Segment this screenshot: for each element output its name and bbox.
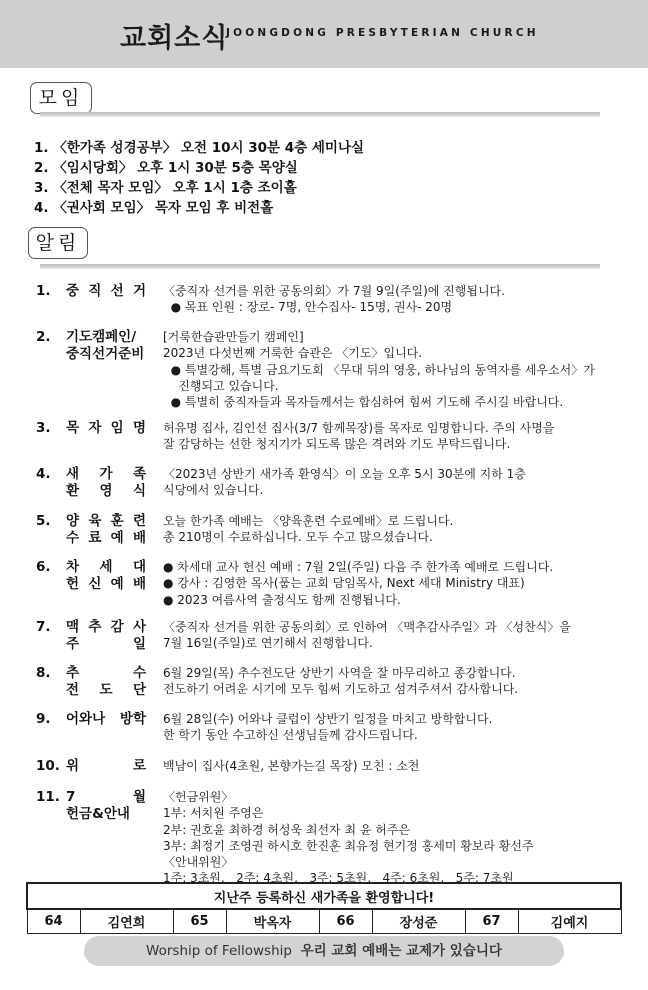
notice-label: 중 직 선 거 (66, 283, 146, 299)
notice-number: 2. (36, 329, 51, 345)
meeting-item: 1. 〈한가족 성경공부〉 오전 10시 30분 4층 세미나실 (34, 140, 365, 156)
member-number: 66 (319, 909, 372, 934)
notice-number: 10. (36, 758, 60, 774)
notice-body (163, 420, 613, 453)
notice-body (163, 329, 613, 410)
notice-line: 1주: 3초원, 2주: 4초원, 3주: 5초원, 4주: 6초원, 5주: 7초원 (163, 871, 514, 886)
notice-line: ● 강사 : 김영한 목사(품는 교회 담임목사, Next 세대 Ministry 대표) (163, 576, 525, 591)
notice-line: ● 특별히 중직자들과 목자들께서는 합심하여 힘써 기도해 주시길 바랍니다. (163, 395, 564, 410)
notice-label: 환 영 식 (66, 483, 146, 499)
notice-line: ● 2023 여름사역 출정식도 함께 진행됩니다. (163, 592, 401, 607)
notice-label: 어와나 방학 (66, 711, 146, 727)
meeting-item: 2. 〈임시당회〉 오후 1시 30분 5층 목양실 (34, 160, 298, 176)
notice-line: 오늘 한가족 예배는 〈양육훈련 수료예배〉로 드립니다. (163, 514, 454, 528)
notice-body (163, 665, 613, 698)
notice-line: 허유명 집사, 김인선 집사(3/7 함께목장)를 목자로 임명합니다. 주의 사명을 (163, 421, 555, 435)
notice-line: 6월 28일(수) 어와나 클럽이 상반기 일정을 마치고 방학합니다. (163, 712, 493, 726)
notice-line: 총 210명이 수료하십니다. 모두 수고 많으셨습니다. (163, 530, 433, 545)
notice-label: 맥 추 감 사 (66, 619, 146, 635)
notice-line: 〈헌금위원〉 (163, 790, 234, 804)
notice-body (163, 466, 613, 499)
notice-number: 8. (36, 665, 51, 681)
section-divider (40, 112, 600, 117)
notice-line: 잘 감당하는 선한 청지기가 되도록 많은 격려와 기도 부탁드립니다. (163, 437, 511, 452)
notice-number: 7. (36, 619, 51, 635)
notice-line: 2부: 권호윤 최하경 허성욱 최선자 최 윤 허주은 (163, 822, 411, 837)
notice-line: 전도하기 어려운 시기에 모두 힘써 기도하고 섬겨주셔서 감사합니다. (163, 682, 519, 697)
notice-number: 5. (36, 513, 51, 529)
notice-number: 4. (36, 466, 51, 482)
member-name: 박옥자 (226, 909, 319, 934)
notice-body (163, 513, 613, 546)
notice-line: 2023년 다섯번째 거룩한 습관은 〈기도〉입니다. (163, 346, 423, 361)
notice-label: 주 일 (66, 636, 146, 652)
notice-label: 위 로 (66, 758, 146, 774)
notice-line: ● 차세대 교사 헌신 예배 : 7월 2일(주일) 다음 주 한가족 예배로 드립니다. (163, 560, 554, 574)
notice-body (163, 758, 613, 774)
notice-body (163, 789, 613, 887)
notice-line: 진행되고 있습니다. (163, 378, 279, 393)
meetings-tag: 모임 (30, 82, 92, 114)
notice-body (163, 619, 613, 652)
notice-line: 1부: 서치원 주영은 (163, 806, 264, 821)
footer-english: Worship of Fellowship (146, 943, 292, 959)
meeting-item: 4. 〈권사회 모임〉 목자 모임 후 비전홀 (34, 200, 274, 216)
notice-number: 9. (36, 711, 51, 727)
notice-label: 중직선거준비 (66, 346, 145, 362)
member-number: 65 (173, 909, 226, 934)
notice-line: 〈중직자 선거를 위한 공동의회〉가 7월 9일(주일)에 진행됩니다. (163, 284, 505, 298)
member-name: 장성준 (372, 909, 465, 934)
footer-banner (84, 936, 564, 966)
notice-line: 한 학기 동안 수고하신 선생님들께 감사드립니다. (163, 728, 418, 743)
member-name: 김예지 (518, 909, 621, 934)
notices-tag: 알림 (28, 227, 88, 259)
header-bar (0, 0, 648, 68)
section-divider (40, 264, 600, 269)
meeting-item: 3. 〈전체 목자 모임〉 오후 1시 1층 조이홀 (34, 180, 297, 196)
notice-line: [거룩한습관만들기 캠페인] (163, 330, 304, 344)
notice-label: 7 월 (66, 789, 146, 805)
notice-line: 식당에서 있습니다. (163, 483, 264, 498)
notice-label: 수 료 예 배 (66, 530, 146, 546)
notice-label: 새 가 족 (66, 466, 146, 482)
welcome-title: 지난주 등록하신 새가족을 환영합니다! (27, 883, 621, 909)
notice-line: 7월 16일(주일)로 연기해서 진행합니다. (163, 636, 373, 651)
notice-label: 추 수 (66, 665, 146, 681)
notice-line: 3부: 최정기 조영권 하시호 한진훈 최유정 현기정 홍세미 황보라 황선주 (163, 838, 534, 853)
notice-number: 1. (36, 283, 51, 299)
footer-korean: 우리 교회 예배는 교제가 있습니다 (300, 943, 502, 959)
notice-body (163, 283, 613, 316)
notice-line: 백남이 집사(4초원, 본향가는길 목장) 모친 : 소천 (163, 759, 420, 773)
notice-number: 11. (36, 789, 60, 805)
notice-label: 목 자 임 명 (66, 420, 146, 436)
member-number: 64 (27, 909, 80, 934)
church-name: JOONGDONG PRESBYTERIAN CHURCH (226, 27, 539, 39)
notice-line: 〈안내위원〉 (163, 855, 234, 870)
notice-body (163, 559, 613, 608)
member-name: 김연희 (80, 909, 173, 934)
notice-label: 차 세 대 (66, 559, 146, 575)
notice-line: 6월 29일(목) 추수전도단 상반기 사역을 잘 마무리하고 종강합니다. (163, 666, 516, 680)
member-number: 67 (465, 909, 518, 934)
notice-number: 3. (36, 420, 51, 436)
notice-line: ● 특별강해, 특별 금요기도회 〈무대 뒤의 영웅, 하나님의 동역자를 세우소서〉가 (163, 362, 595, 377)
new-members-table (26, 882, 622, 934)
notice-line: 〈2023년 상반기 새가족 환영식〉이 오늘 오후 5시 30분에 지하 1층 (163, 467, 526, 481)
notice-label: 양 육 훈 련 (66, 513, 146, 529)
notice-label: 기도캠페인/ (66, 329, 137, 345)
notice-line: ● 목표 인원 : 장로- 7명, 안수집사- 15명, 권사- 20명 (163, 300, 453, 315)
notice-body (163, 711, 613, 744)
notice-number: 6. (36, 559, 51, 575)
page-title: 교회소식 (120, 23, 229, 54)
notice-line: 〈중직자 선거를 위한 공동의회〉로 인하여 〈맥추감사주일〉과 〈성찬식〉을 (163, 620, 571, 634)
notice-label: 헌 신 예 배 (66, 576, 146, 592)
notice-label: 헌금&안내 (66, 806, 130, 822)
notice-label: 전 도 단 (66, 682, 146, 698)
